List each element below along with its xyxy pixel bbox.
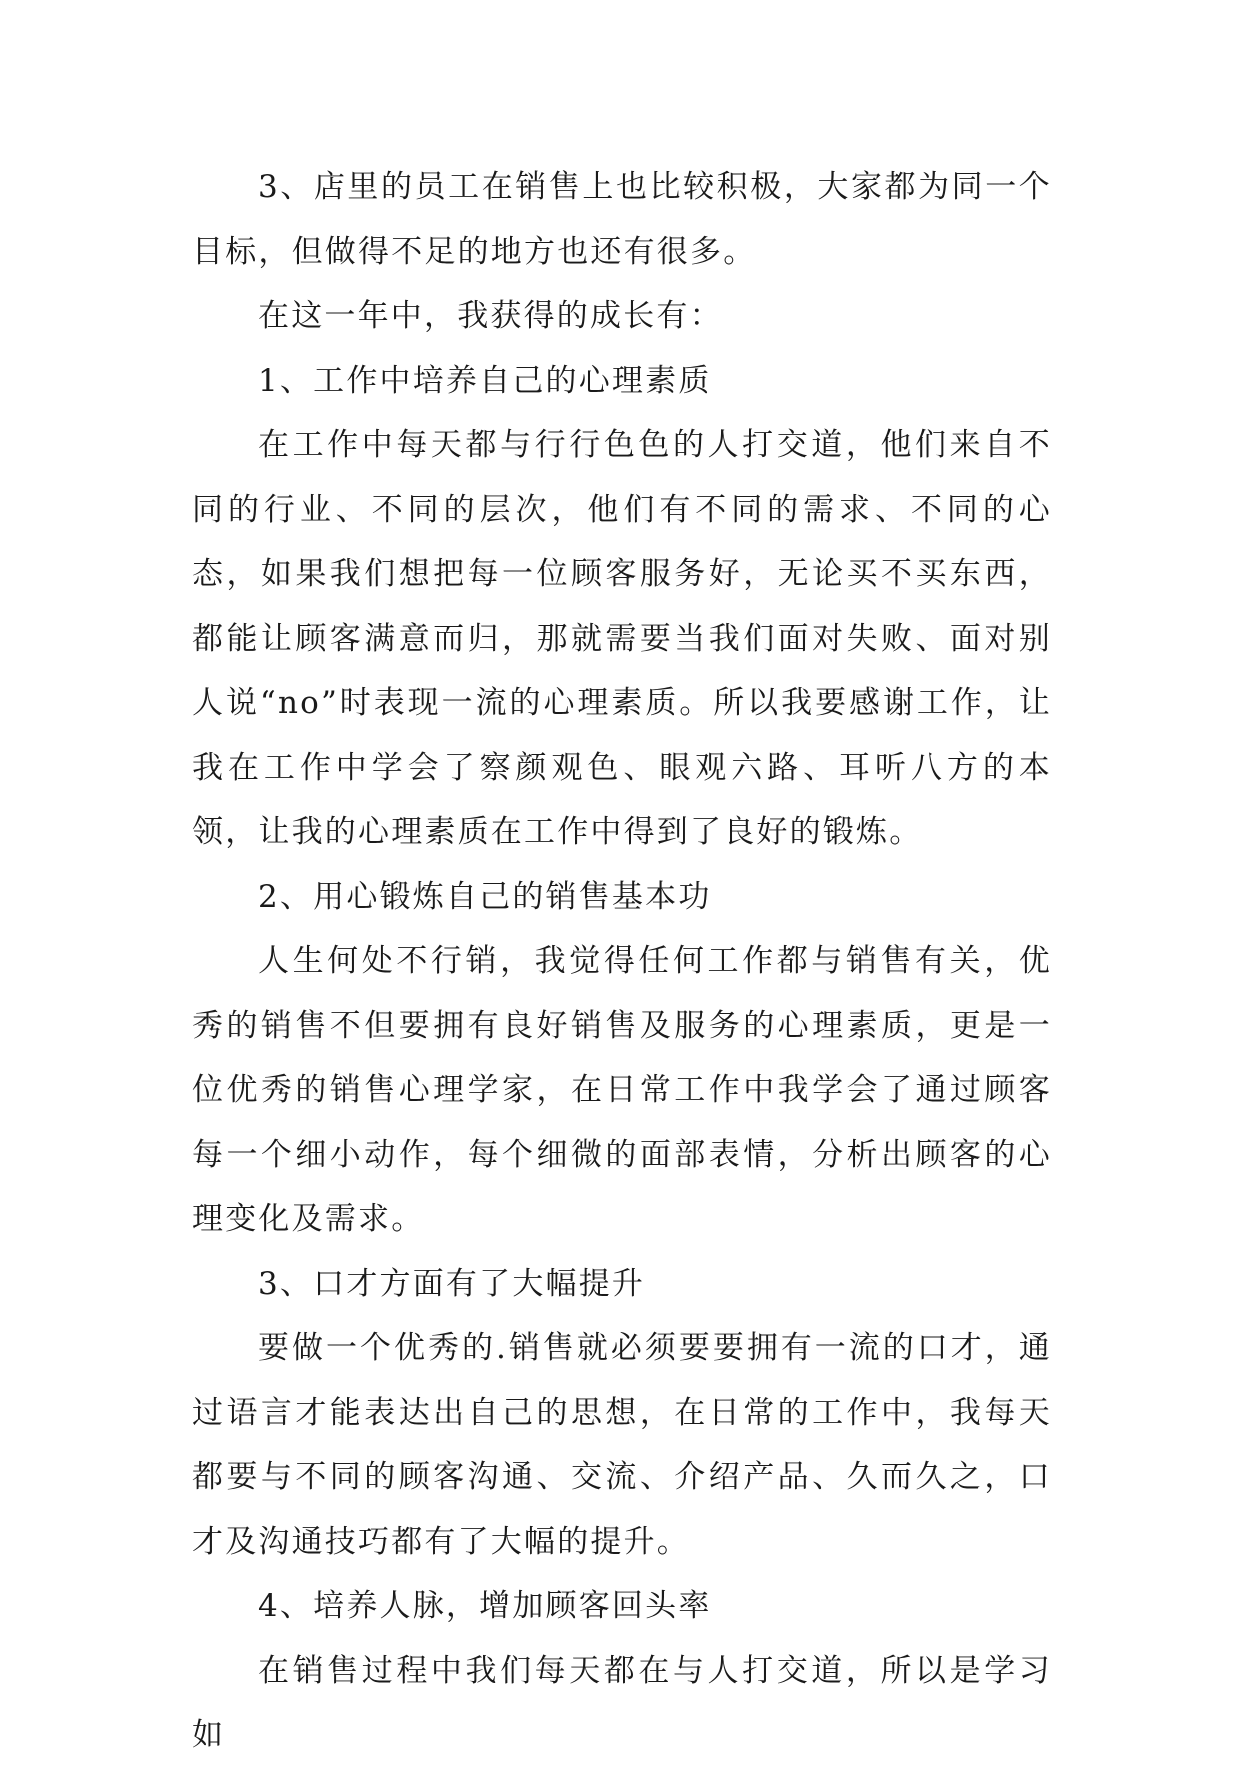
paragraph-psychological-quality: 在工作中每天都与行行色色的人打交道，他们来自不同的行业、不同的层次，他们有不同的需求、不同的心态，如果我们想把每一位顾客服务好，无论买不买东西，都能让顾客满意而归，那就需要当我们面对失败、面对别人说“no”时表现一流的心理素质。所以我要感谢工作，让我在工作中学会了察颜观色、眼观六路、耳听八方的本领，让我的心理素质在工作中得到了良好的锻炼。 [192,427,1052,850]
paragraph-eloquence: 要做一个优秀的.销售就必须要要拥有一流的口才，通过语言才能表达出自己的思想，在日常的工作中，我每天都要与不同的顾客沟通、交流、介绍产品、久而久之，口才及沟通技巧都有了大幅的提升。 [192,1330,1052,1560]
paragraph-sales-skills: 人生何处不行销，我觉得任何工作都与销售有关，优秀的销售不但要拥有良好销售及服务的心理素质，更是一位优秀的销售心理学家，在日常工作中我学会了通过顾客每一个细小动作，每个细微的面部表情，分析出顾客的心理变化及需求。 [192,943,1052,1237]
document-body [192,155,1052,1768]
heading-customer-network: 4、培养人脉，增加顾客回头率 [258,1588,712,1624]
paragraph-growth-intro: 在这一年中，我获得的成长有： [258,298,723,334]
heading-sales-skills: 2、用心锻炼自己的销售基本功 [258,878,712,915]
heading-eloquence: 3、口才方面有了大幅提升 [258,1265,646,1302]
paragraph-store-staff: 3、店里的员工在销售上也比较积极，大家都为同一个目标，但做得不足的地方也还有很多。 [192,169,1052,270]
heading-psychological-quality: 1、工作中培养自己的心理素质 [258,362,712,399]
paragraph-customer-network: 在销售过程中我们每天都在与人打交道，所以是学习如 [192,1652,1052,1753]
